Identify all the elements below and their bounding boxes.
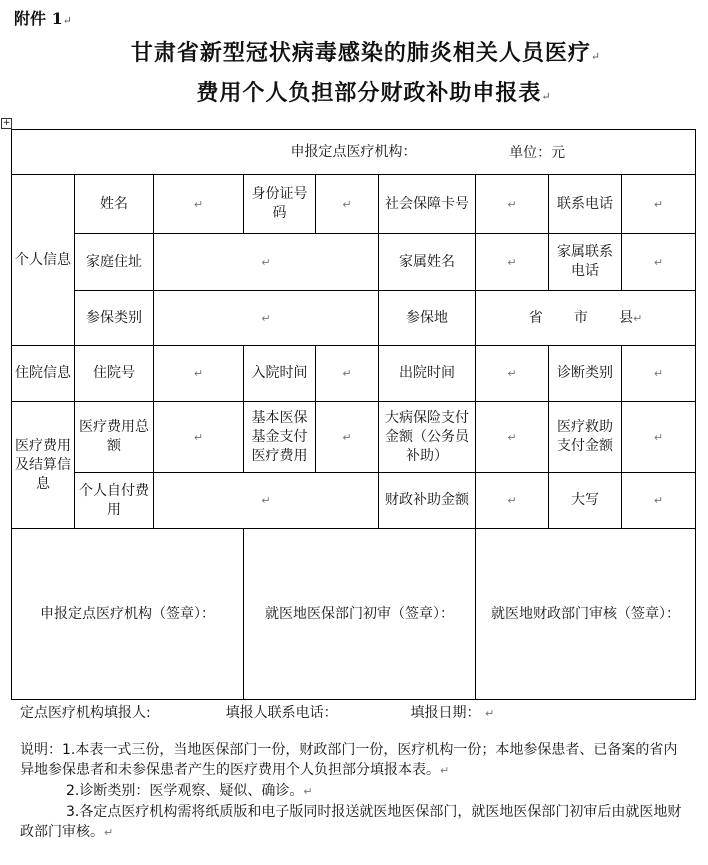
insured-type-label: 参保类别 [75, 291, 154, 346]
name-field[interactable]: ↵ [154, 175, 244, 234]
insured-place-field[interactable]: 省 市 县↵ [476, 291, 696, 346]
diagnosis-type-field[interactable]: ↵ [622, 346, 696, 402]
hospital-info-section-label: 住院信息 [12, 346, 75, 402]
attachment-label: 附件 1↵ [14, 9, 72, 28]
address-field[interactable]: ↵ [154, 234, 379, 291]
phone-label: 联系电话 [549, 175, 622, 234]
capital-amount-label: 大写 [549, 473, 622, 529]
reporter-label: 定点医疗机构填报人: [20, 705, 151, 721]
instructions [20, 740, 685, 843]
social-security-card-label: 社会保障卡号 [379, 175, 476, 234]
discharge-time-label: 出院时间 [379, 346, 476, 402]
serious-illness-field[interactable]: ↵ [476, 402, 549, 473]
insured-place-label: 参保地 [379, 291, 476, 346]
family-name-field[interactable]: ↵ [476, 234, 549, 291]
basic-fund-field[interactable]: ↵ [316, 402, 379, 473]
phone-field[interactable]: ↵ [622, 175, 696, 234]
document-title-line1: 甘肃省新型冠状病毒感染的肺炎相关人员医疗↵ [130, 40, 602, 66]
note-3: 3.各定点医疗机构需将纸质版和电子版同时报送就医地医保部门，就医地医保部门初审后由就医地财政部门审核。↵ [20, 804, 682, 840]
admission-number-label: 住院号 [75, 346, 154, 402]
discharge-time-field[interactable]: ↵ [476, 346, 549, 402]
address-label: 家庭住址 [75, 234, 154, 291]
basic-fund-label: 基本医保基金支付医疗费用 [244, 402, 316, 473]
form-footer: 定点医疗机构填报人: 填报人联系电话： 填报日期： ↵ [20, 705, 495, 721]
insurance-dept-signature-cell[interactable] [244, 529, 476, 700]
self-pay-field[interactable]: ↵ [154, 473, 379, 529]
social-security-card-field[interactable]: ↵ [476, 175, 549, 234]
report-date-label: 填报日期： [410, 705, 481, 721]
family-name-label: 家属姓名 [379, 234, 476, 291]
note-1: 说明：1.本表一式三份，当地医保部门一份，财政部门一份，医疗机构一份；本地参保患者、已备案的省内异地参保患者和未参保患者产生的医疗费用个人负担部分填报本表。↵ [20, 742, 678, 778]
admit-time-label: 入院时间 [244, 346, 316, 402]
diagnosis-type-label: 诊断类别 [549, 346, 622, 402]
medical-relief-label: 医疗救助支付金额 [549, 402, 622, 473]
medical-relief-field[interactable]: ↵ [622, 402, 696, 473]
capital-amount-field[interactable]: ↵ [622, 473, 696, 529]
subsidy-field[interactable]: ↵ [476, 473, 549, 529]
institution-row [12, 130, 696, 175]
id-number-field[interactable]: ↵ [316, 175, 379, 234]
name-label: 姓名 [75, 175, 154, 234]
document-title-line2: 费用个人负担部分财政补助申报表↵ [196, 80, 552, 106]
admit-time-field[interactable]: ↵ [316, 346, 379, 402]
family-phone-field[interactable]: ↵ [622, 234, 696, 291]
total-cost-field[interactable]: ↵ [154, 402, 244, 473]
insurance-dept-signature-label: 就医地医保部门初审（签章）： [265, 605, 454, 622]
application-form-table [11, 129, 696, 700]
cost-info-section-label: 医疗费用及结算信息 [12, 402, 75, 529]
insured-type-field[interactable]: ↵ [154, 291, 379, 346]
unit-label: 单位：元 [509, 145, 566, 161]
institution-signature-label: 申报定点医疗机构（签章）： [40, 605, 215, 622]
finance-dept-signature-cell[interactable] [476, 529, 696, 700]
institution-signature-cell[interactable] [12, 529, 244, 700]
id-number-label: 身份证号码 [244, 175, 316, 234]
self-pay-label: 个人自付费用 [75, 473, 154, 529]
total-cost-label: 医疗费用总额 [75, 402, 154, 473]
subsidy-label: 财政补助金额 [379, 473, 476, 529]
note-2: 2.诊断类别：医学观察、疑似、确诊。↵ [66, 783, 313, 799]
table-move-handle-icon[interactable]: + [2, 118, 11, 128]
serious-illness-label: 大病保险支付金额（公务员补助） [379, 402, 476, 473]
admission-number-field[interactable]: ↵ [154, 346, 244, 402]
reporter-phone-label: 填报人联系电话： [225, 705, 338, 721]
institution-label: 申报定点医疗机构： [290, 143, 417, 160]
family-phone-label: 家属联系电话 [549, 234, 622, 291]
finance-dept-signature-label: 就医地财政部门审核（签章）： [491, 605, 681, 622]
personal-info-section-label: 个人信息 [12, 175, 75, 346]
